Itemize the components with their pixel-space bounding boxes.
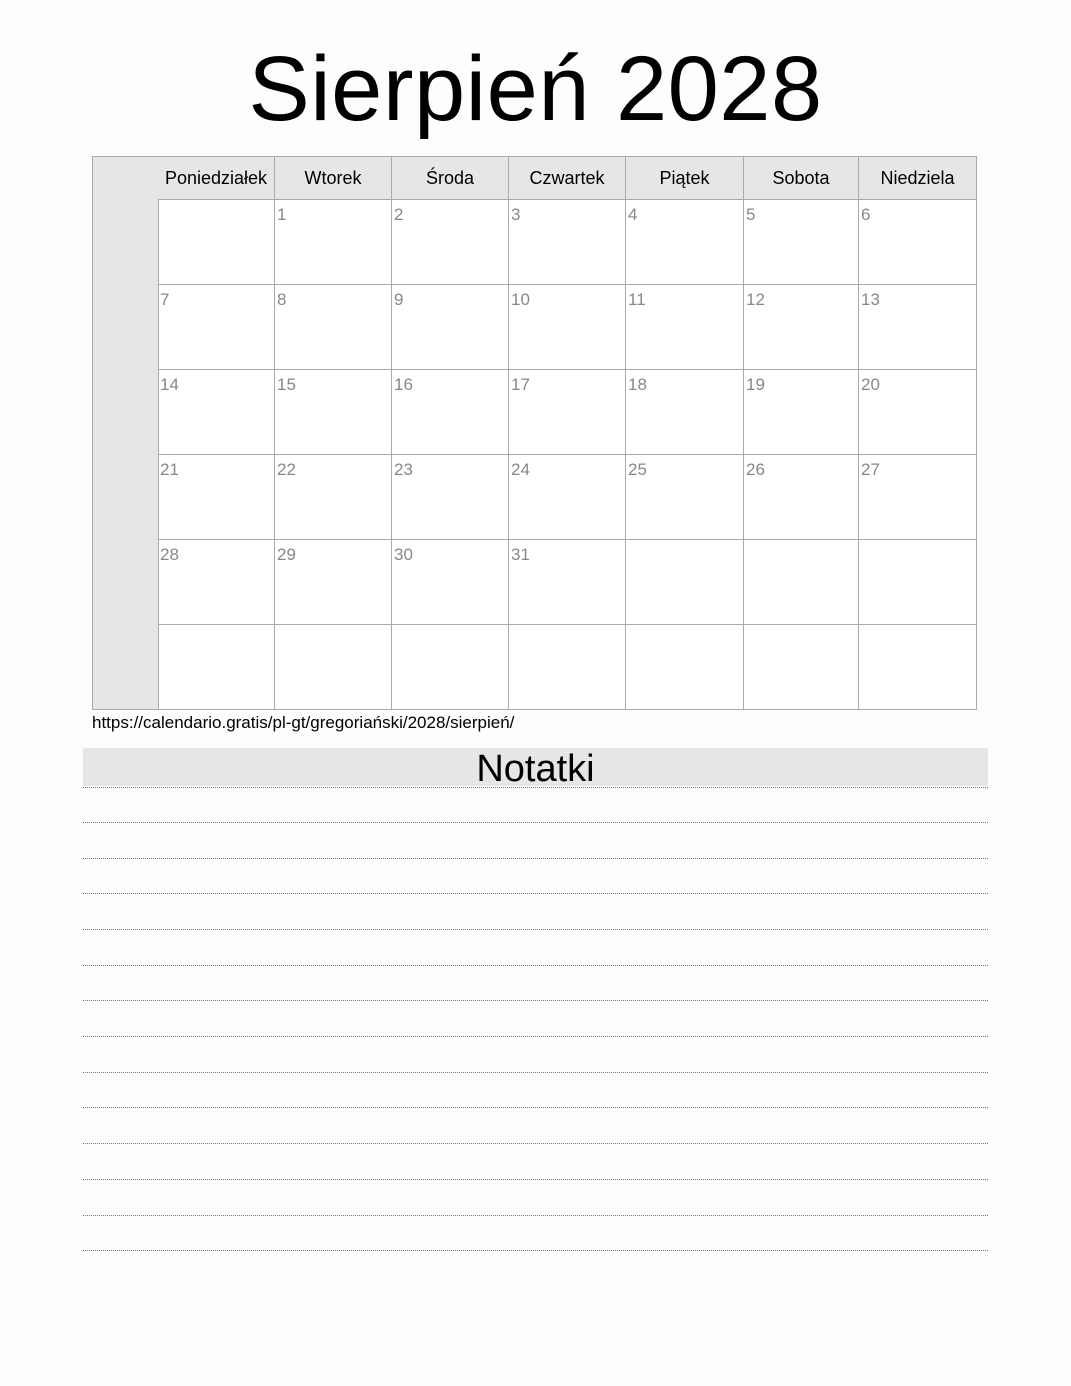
day-cell: 23 bbox=[392, 455, 509, 540]
note-line bbox=[83, 787, 988, 788]
note-line bbox=[83, 1143, 988, 1144]
day-cell bbox=[744, 540, 859, 625]
weekday-header: Wtorek bbox=[275, 157, 392, 200]
day-cell bbox=[158, 625, 275, 710]
day-cell: 4 bbox=[626, 200, 744, 285]
day-cell: 25 bbox=[626, 455, 744, 540]
day-cell: 11 bbox=[626, 285, 744, 370]
week-row bbox=[158, 625, 976, 710]
source-url: https://calendario.gratis/pl-gt/gregoriański/2028/sierpień/ bbox=[92, 713, 515, 732]
day-cell: 24 bbox=[509, 455, 626, 540]
day-cell: 10 bbox=[509, 285, 626, 370]
day-cell: 12 bbox=[744, 285, 859, 370]
day-cell: 17 bbox=[509, 370, 626, 455]
calendar-days bbox=[158, 157, 976, 709]
note-line bbox=[83, 929, 988, 930]
week-number-column bbox=[93, 157, 159, 709]
note-line bbox=[83, 893, 988, 894]
weekday-header: Poniedziałek bbox=[158, 157, 275, 200]
day-cell: 14 bbox=[158, 370, 275, 455]
weekday-header: Czwartek bbox=[509, 157, 626, 200]
week-row bbox=[158, 200, 976, 285]
week-row bbox=[158, 540, 976, 625]
calendar-grid bbox=[92, 156, 977, 710]
weekday-header: Środa bbox=[392, 157, 509, 200]
day-cell: 9 bbox=[392, 285, 509, 370]
day-cell: 3 bbox=[509, 200, 626, 285]
day-cell: 13 bbox=[859, 285, 976, 370]
day-cell: 19 bbox=[744, 370, 859, 455]
day-cell bbox=[626, 625, 744, 710]
day-cell: 1 bbox=[275, 200, 392, 285]
note-line bbox=[83, 1250, 988, 1251]
day-cell: 18 bbox=[626, 370, 744, 455]
day-cell: 27 bbox=[859, 455, 976, 540]
day-cell: 5 bbox=[744, 200, 859, 285]
note-line bbox=[83, 858, 988, 859]
day-cell: 21 bbox=[158, 455, 275, 540]
note-line bbox=[83, 1215, 988, 1216]
weekday-header: Piątek bbox=[626, 157, 744, 200]
day-cell: 16 bbox=[392, 370, 509, 455]
note-line bbox=[83, 1107, 988, 1108]
day-cell bbox=[859, 540, 976, 625]
week-row bbox=[158, 455, 976, 540]
day-cell: 22 bbox=[275, 455, 392, 540]
day-cell bbox=[626, 540, 744, 625]
day-cell: 8 bbox=[275, 285, 392, 370]
day-cell: 31 bbox=[509, 540, 626, 625]
day-cell: 28 bbox=[158, 540, 275, 625]
day-cell: 15 bbox=[275, 370, 392, 455]
day-cell: 7 bbox=[158, 285, 275, 370]
note-line bbox=[83, 1036, 988, 1037]
day-cell bbox=[158, 200, 275, 285]
note-line bbox=[83, 1179, 988, 1180]
day-cell: 26 bbox=[744, 455, 859, 540]
note-line bbox=[83, 1072, 988, 1073]
day-cell bbox=[392, 625, 509, 710]
week-row bbox=[158, 285, 976, 370]
day-cell: 6 bbox=[859, 200, 976, 285]
day-cell: 30 bbox=[392, 540, 509, 625]
day-cell bbox=[859, 625, 976, 710]
day-cell bbox=[744, 625, 859, 710]
page-title: Sierpień 2028 bbox=[248, 38, 823, 140]
notes-title: Notatki bbox=[83, 748, 988, 786]
week-row bbox=[158, 370, 976, 455]
day-cell: 20 bbox=[859, 370, 976, 455]
day-cell bbox=[275, 625, 392, 710]
day-cell bbox=[509, 625, 626, 710]
note-line bbox=[83, 1000, 988, 1001]
day-cell: 2 bbox=[392, 200, 509, 285]
day-cell: 29 bbox=[275, 540, 392, 625]
note-line bbox=[83, 822, 988, 823]
weekday-header-row bbox=[158, 157, 976, 200]
note-line bbox=[83, 965, 988, 966]
weekday-header: Sobota bbox=[744, 157, 859, 200]
weekday-header: Niedziela bbox=[859, 157, 976, 200]
